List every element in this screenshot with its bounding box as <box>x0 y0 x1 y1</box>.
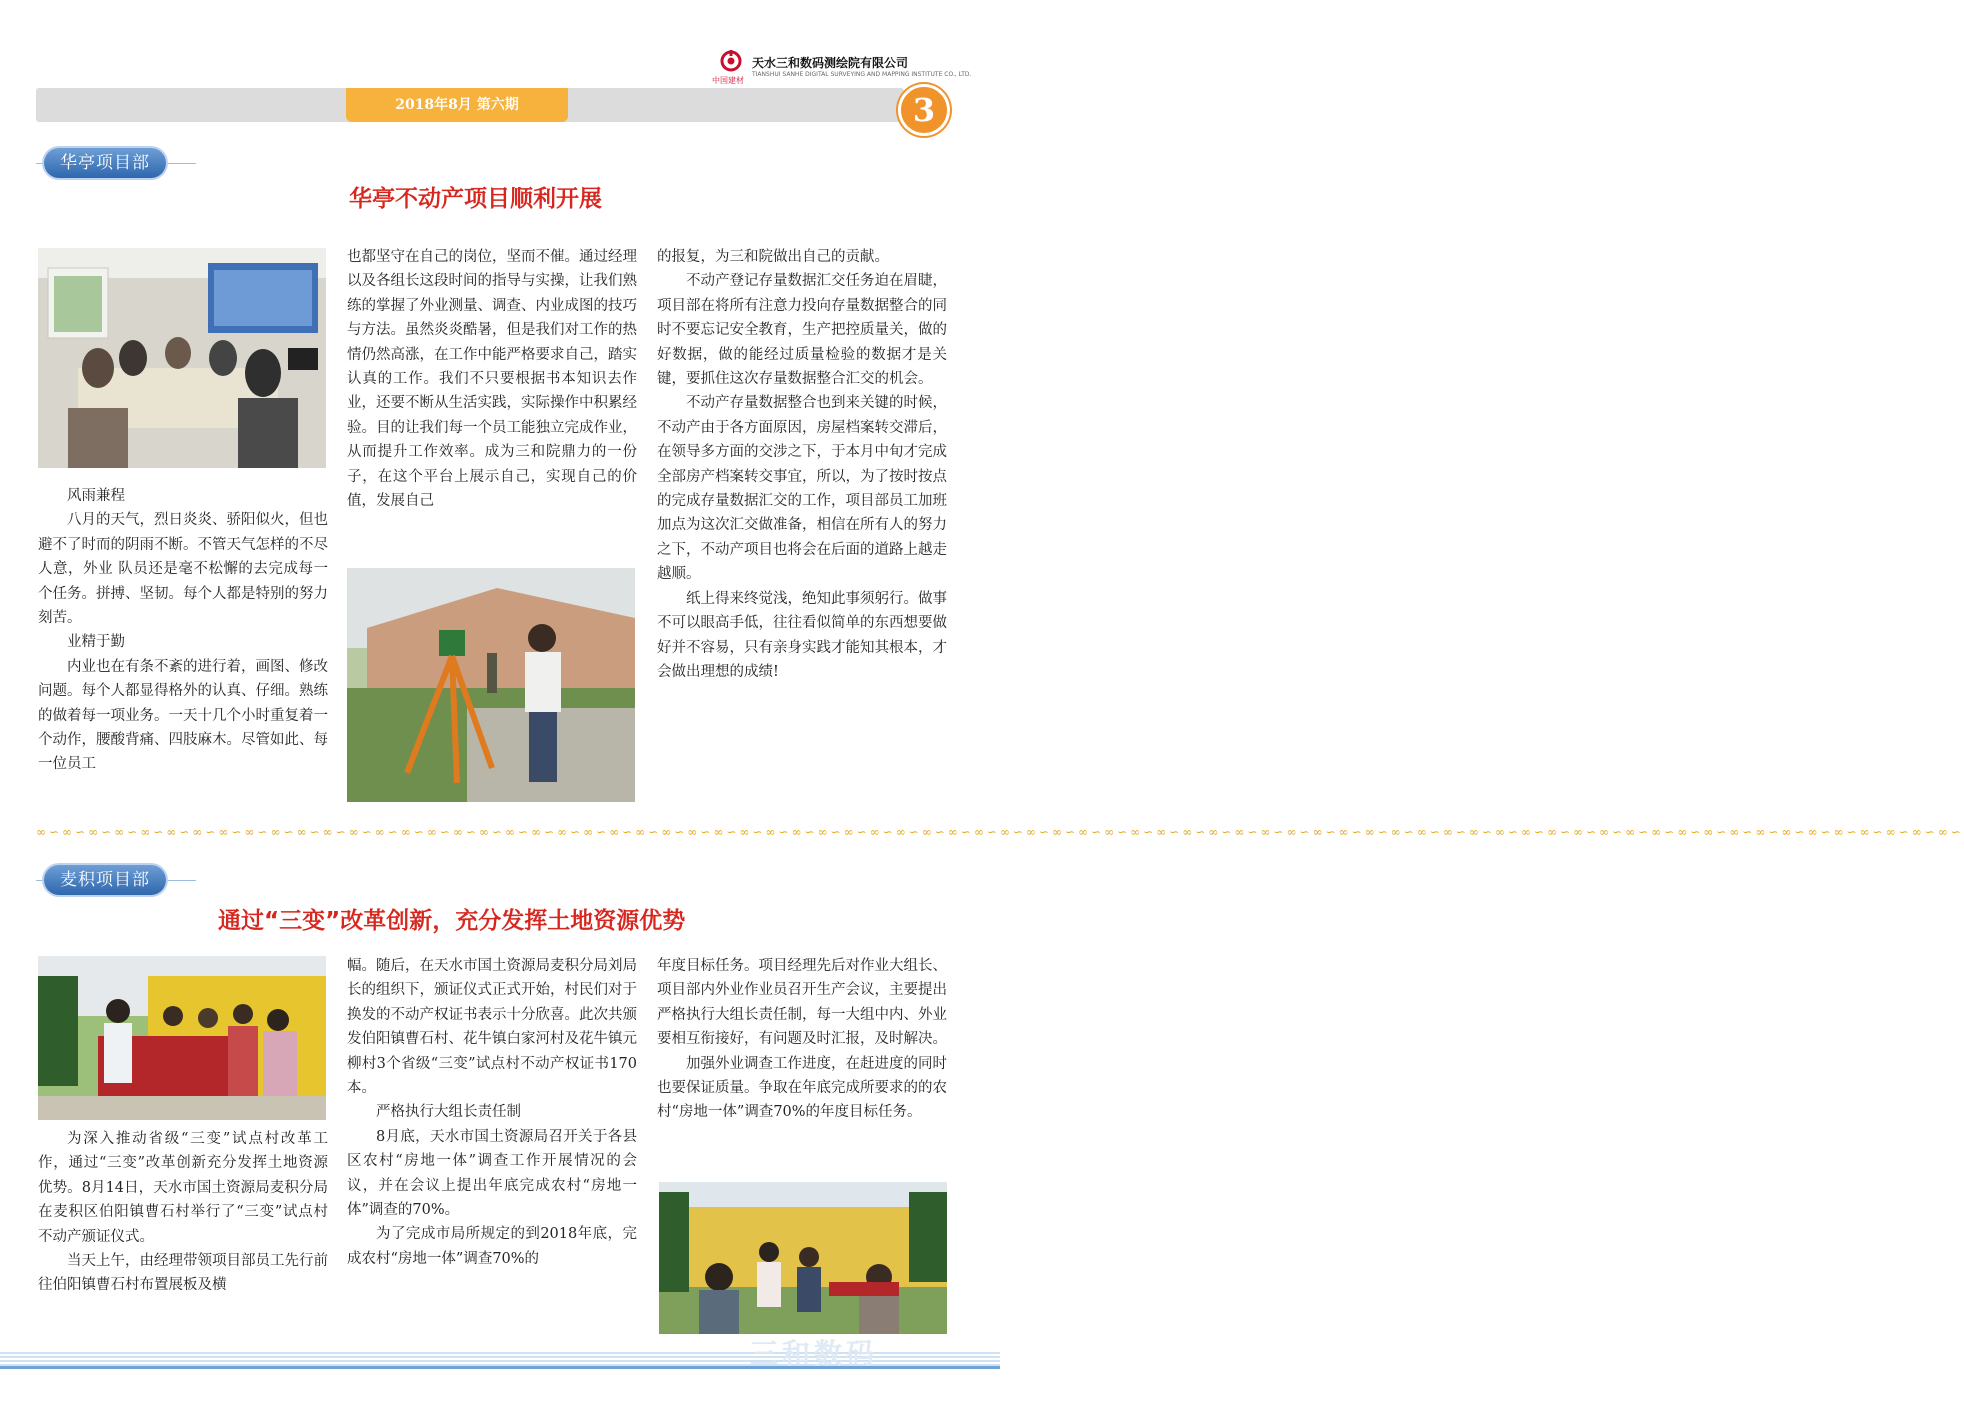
paragraph: 幅。随后，在天水市国土资源局麦积分局刘局长的组织下，颁证仪式正式开始，村民们对于换发的不动产权证书表示十分欣喜。此次共颁发伯阳镇曹石村、花牛镇白家河村及花牛镇元柳村3个省级“三变”试点村不动产权证书170本。 <box>347 958 637 1097</box>
article-column-2 <box>347 954 637 1271</box>
section-tag-huating: 华亭项目部 <box>44 148 166 178</box>
paragraph: 不动产登记存量数据汇交任务迫在眉睫，项目部在将所有注意力投向存量数据整合的同时不要忘记安全教育，生产把控质量关，做的好数据，做的能经过质量检验的数据才是关键，要抓住这次存量数据整合汇交的机会。 <box>657 273 947 388</box>
photo-outdoor-meeting <box>659 1182 947 1334</box>
article-column-3 <box>657 245 947 684</box>
article-column-1 <box>38 484 328 777</box>
paragraph: 纸上得来终觉浅，绝知此事须躬行。做事不可以眼高手低，往往看似简单的东西想要做好并不容易，只有亲身实践才能知其根本，才会做出理想的成绩! <box>657 590 947 680</box>
article-column-1 <box>38 1127 328 1298</box>
photo-office-meeting <box>38 248 326 468</box>
paragraph: 八月的天气，烈日炎炎、骄阳似火，但也避不了时而的阴雨不断。不管天气怎样的不尽人意，外业 队员还是毫不松懈的去完成每一个任务。拼搏、坚韧。每个人都是特别的努力刻苦。 <box>38 512 328 627</box>
article-column-2 <box>347 245 637 513</box>
article-title-huating: 华亭不动产项目顺利开展 <box>349 186 602 212</box>
paragraph: 也都坚守在自己的岗位，坚而不催。通过经理以及各组长这段时间的指导与实操，让我们熟练的掌握了外业测量、调查、内业成图的技巧与方法。虽然炎炎酷暑，但是我们对工作的热情仍然高涨，在工作中能严格要求自己，踏实认真的工作。我们不只要根据书本知识去作业，还要不断从生活实践，实际操作中积累经验。目的让我们每一个员工能独立完成作业，从而提升工作效率。成为三和院鼎力的一份子，在这个平台上展示自己，实现自己的价值，发展自己 <box>347 249 637 510</box>
subheading: 业精于勤 <box>67 634 125 651</box>
ornamental-divider: ∞∽∞∽∞∽∞∽∞∽∞∽∞∽∞∽∞∽∞∽∞∽∞∽∞∽∞∽∞∽∞∽∞∽∞∽∞∽∞∽∞∽∞∽∞∽∞∽∞∽∞∽∞∽∞∽∞∽∞∽∞∽∞∽∞∽∞∽∞∽∞∽∞∽∞∽∞∽∞∽∞∽∞∽∞∽∞∽∞∽∞∽∞∽∞∽∞∽∞∽∞∽∞∽∞∽∞∽∞∽∞∽∞∽∞∽∞∽∞∽∞∽∞∽∞∽∞∽∞∽∞∽∞∽∞∽∞∽∞∽∞∽∞∽∞∽∞∽ <box>36 825 1964 839</box>
photo-surveyor-total-station <box>347 568 635 802</box>
footer-watermark: 三和数码 <box>750 1337 879 1370</box>
paragraph: 为了完成市局所规定的到2018年底，完成农村“房地一体”调查70%的 <box>347 1226 637 1267</box>
paragraph: 当天上午，由经理带领项目部员工先行前往伯阳镇曹石村布置展板及横 <box>38 1253 328 1294</box>
article-column-3 <box>657 954 947 1125</box>
paragraph: 加强外业调查工作进度，在赶进度的同时也要保证质量。争取在年底完成所要求的的农村“房地一体”调查70%的年度目标任务。 <box>657 1055 947 1121</box>
subheading: 严格执行大组长责任制 <box>376 1104 521 1121</box>
paragraph: 年度目标任务。项目经理先后对作业大组长、项目部内外业作业员召开生产会议，主要提出严格执行大组长责任制，每一大组中内、外业要相互衔接好，有问题及时汇报，及时解决。 <box>657 958 947 1048</box>
section-tag-maiji: 麦积项目部 <box>44 865 166 895</box>
company-name: 天水三和数码测绘院有限公司 <box>752 56 909 70</box>
company-logo-icon <box>716 50 746 72</box>
paragraph: 为深入推动省级“三变”试点村改革工作，通过“三变”改革创新充分发挥土地资源优势。8月14日，天水市国土资源局麦积分局在麦积区伯阳镇曹石村举行了“三变”试点村不动产颁证仪式。 <box>38 1131 328 1245</box>
paragraph: 不动产存量数据整合也到来关键的时候，不动产由于各方面原因，房屋档案转交滞后，在领导多方面的交涉之下，于本月中旬才完成全部房产档案转交事宜，所以，为了按时按点的完成存量数据汇交的工作，项目部员工加班加点为这次汇交做准备，相信在所有人的努力之下，不动产项目也将会在后面的道路上越走越顺。 <box>657 395 947 583</box>
company-name-english: TIANSHUI SANHE DIGITAL SURVEYING AND MAPPING INSTITUTE CO., LTD. <box>752 71 972 78</box>
subheading: 风雨兼程 <box>67 488 125 504</box>
issue-label: 2018年8月 第六期 <box>346 88 568 122</box>
page-number: 3 <box>898 84 950 136</box>
paragraph: 8月底，天水市国土资源局召开关于各县区农村“房地一体”调查工作开展情况的会议，并在会议上提出年底完成农村“房地一体”调查的70%。 <box>347 1128 637 1219</box>
logo-subtitle: 中国建材 <box>712 76 744 85</box>
paragraph: 的报复，为三和院做出自己的贡献。 <box>657 249 889 265</box>
photo-certificate-ceremony <box>38 956 326 1120</box>
paragraph: 内业也在有条不紊的进行着，画图、修改问题。每个人都显得格外的认真、仔细。熟练的做着每一项业务。一天十几个小时重复着一个动作，腰酸背痛、四肢麻木。尽管如此、每一位员工 <box>38 658 328 773</box>
article-title-maiji: 通过“三变”改革创新，充分发挥土地资源优势 <box>218 908 686 934</box>
